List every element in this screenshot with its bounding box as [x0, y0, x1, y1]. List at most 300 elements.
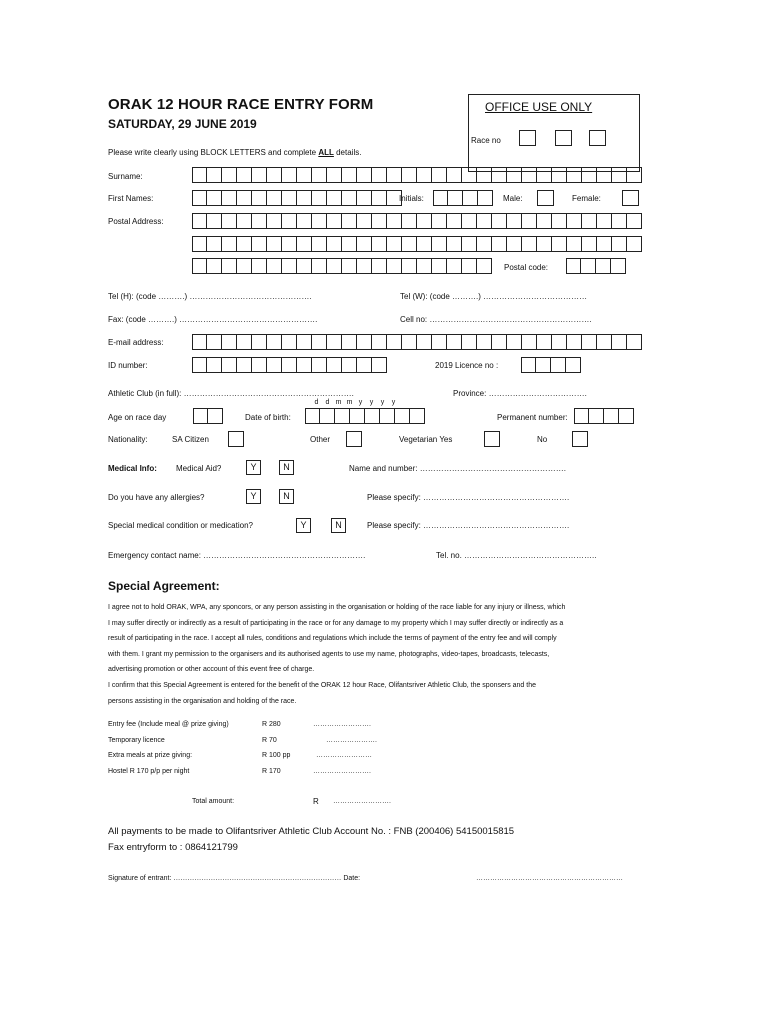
letter-box[interactable] [267, 357, 282, 373]
tel-home-field[interactable]: Tel (H): (code ……….) ………………………………………. [108, 292, 312, 301]
fax-field[interactable]: Fax: (code ……….) ……………………………………………. [108, 315, 318, 324]
letter-box[interactable] [282, 357, 297, 373]
race-no-label: Race no [471, 136, 501, 145]
letter-box[interactable] [582, 236, 597, 252]
letter-box[interactable] [222, 334, 237, 350]
letter-box[interactable] [537, 334, 552, 350]
letter-box[interactable] [342, 357, 357, 373]
letter-box[interactable] [417, 236, 432, 252]
emergency-contact-field[interactable]: Emergency contact name: ……………………………………………………. [108, 551, 366, 560]
letter-box[interactable] [402, 258, 417, 274]
letter-box[interactable] [357, 236, 372, 252]
letter-box[interactable] [447, 258, 462, 274]
postal-address-line-2[interactable] [192, 236, 642, 252]
letter-box[interactable] [619, 408, 634, 424]
fee-blank[interactable]: ……………………. [313, 721, 371, 728]
letter-box[interactable] [448, 190, 463, 206]
letter-box[interactable] [222, 213, 237, 229]
letter-box[interactable] [581, 258, 596, 274]
letter-box[interactable] [597, 167, 612, 183]
email-label: E-mail address: [108, 338, 164, 347]
letter-box[interactable] [380, 408, 395, 424]
letter-box[interactable] [492, 213, 507, 229]
vegetarian-no-checkbox[interactable] [572, 431, 588, 447]
letter-box[interactable] [237, 258, 252, 274]
dob-format-letter: m [335, 399, 342, 406]
letter-box[interactable] [477, 258, 492, 274]
allergies-specify-field[interactable]: Please specify: ………………………………………………. [367, 493, 570, 502]
medical-aid-yes-box[interactable]: Y [246, 460, 261, 475]
postal-code-field[interactable] [566, 258, 626, 274]
letter-box[interactable] [402, 213, 417, 229]
letter-box[interactable] [237, 236, 252, 252]
female-label: Female: [572, 194, 601, 203]
special-condition-no-box[interactable]: N [331, 518, 346, 533]
id-number-label: ID number: [108, 361, 148, 370]
dob-format-letter: y [391, 399, 396, 406]
letter-box[interactable] [237, 190, 252, 206]
letter-box[interactable] [552, 236, 567, 252]
letter-box[interactable] [208, 408, 223, 424]
athletic-club-field[interactable]: Athletic Club (in full): ………………………………………………………. [108, 389, 354, 398]
letter-box[interactable] [192, 213, 207, 229]
letter-box[interactable] [267, 213, 282, 229]
letter-box[interactable] [320, 408, 335, 424]
letter-box[interactable] [522, 334, 537, 350]
letter-box[interactable] [252, 357, 267, 373]
fee-row [108, 721, 428, 737]
surname-field[interactable] [192, 167, 642, 183]
permanent-number-label: Permanent number: [497, 413, 568, 422]
postal-address-line-3[interactable] [192, 258, 492, 274]
age-label: Age on race day [108, 413, 167, 422]
letter-box[interactable] [582, 213, 597, 229]
sa-citizen-label: SA Citizen [172, 435, 209, 444]
letter-box[interactable] [432, 167, 447, 183]
letter-box[interactable] [237, 357, 252, 373]
postal-code-label: Postal code: [504, 263, 549, 272]
letter-box[interactable] [462, 334, 477, 350]
letter-box[interactable] [477, 334, 492, 350]
letter-box[interactable] [222, 357, 237, 373]
letter-box[interactable] [417, 213, 432, 229]
letter-box[interactable] [267, 258, 282, 274]
letter-box[interactable] [627, 334, 642, 350]
letter-box[interactable] [357, 258, 372, 274]
emergency-tel-field[interactable]: Tel. no. ………………………………………….. [436, 551, 597, 560]
fee-label: Extra meals at prize giving: [108, 752, 193, 759]
dob-format-letter: y [369, 399, 374, 406]
letter-box[interactable] [402, 236, 417, 252]
total-amount-field[interactable]: ……………………. [333, 798, 391, 805]
special-agreement-text [108, 600, 565, 709]
letter-box[interactable] [387, 236, 402, 252]
letter-box[interactable] [627, 167, 642, 183]
letter-box[interactable] [521, 357, 536, 373]
letter-box[interactable] [537, 167, 552, 183]
letter-box[interactable] [597, 236, 612, 252]
letter-box[interactable] [252, 167, 267, 183]
letter-box[interactable] [312, 236, 327, 252]
permanent-number-field[interactable] [574, 408, 634, 424]
letter-box[interactable] [522, 167, 537, 183]
letter-box[interactable] [327, 258, 342, 274]
letter-box[interactable] [432, 334, 447, 350]
id-number-field[interactable] [192, 357, 387, 373]
letter-box[interactable] [207, 236, 222, 252]
letter-box[interactable] [305, 408, 320, 424]
letter-box[interactable] [417, 334, 432, 350]
letter-box[interactable] [612, 236, 627, 252]
letter-box[interactable] [342, 334, 357, 350]
letter-box[interactable] [282, 334, 297, 350]
letter-box[interactable] [567, 213, 582, 229]
fee-amount: R 280 [262, 721, 281, 728]
race-no-box-1[interactable] [519, 130, 536, 146]
letter-box[interactable] [252, 190, 267, 206]
letter-box[interactable] [297, 236, 312, 252]
fee-label: Temporary licence [108, 736, 165, 744]
letter-box[interactable] [462, 213, 477, 229]
email-field[interactable] [192, 334, 642, 350]
letter-box[interactable] [463, 190, 478, 206]
letter-box[interactable] [297, 167, 312, 183]
letter-box[interactable] [207, 167, 222, 183]
dob-format-letter: d [314, 399, 319, 406]
letter-box[interactable] [327, 167, 342, 183]
letter-box[interactable] [222, 167, 237, 183]
signature-date-field[interactable]: ……………………………………………………… [476, 875, 623, 882]
letter-box[interactable] [492, 167, 507, 183]
medical-aid-no-box[interactable]: N [279, 460, 294, 475]
licence-field[interactable] [521, 357, 581, 373]
letter-box[interactable] [387, 334, 402, 350]
letter-box[interactable] [596, 258, 611, 274]
letter-box[interactable] [342, 258, 357, 274]
letter-box[interactable] [357, 213, 372, 229]
letter-box[interactable] [252, 236, 267, 252]
letter-box[interactable] [372, 213, 387, 229]
fee-row [108, 768, 428, 784]
letter-box[interactable] [552, 213, 567, 229]
letter-box[interactable] [417, 167, 432, 183]
letter-box[interactable] [507, 334, 522, 350]
agreement-line: with them. I grant my permission to the organisers and its authorised agents to use my name, photographs, video-tapes, broadcasts, telecasts, [108, 650, 550, 658]
letter-box[interactable] [312, 167, 327, 183]
letter-box[interactable] [387, 167, 402, 183]
letter-box[interactable] [552, 334, 567, 350]
letter-box[interactable] [432, 213, 447, 229]
medical-aid-label: Medical Aid? [176, 464, 222, 473]
letter-box[interactable] [612, 167, 627, 183]
dob-format-letter: y [358, 399, 363, 406]
letter-box[interactable] [297, 213, 312, 229]
fee-row [108, 752, 428, 768]
fee-amount: R 170 [262, 767, 281, 775]
letter-box[interactable] [627, 213, 642, 229]
letter-box[interactable] [312, 190, 327, 206]
letter-box[interactable] [267, 167, 282, 183]
letter-box[interactable] [312, 213, 327, 229]
dob-format-letter: d [325, 399, 330, 406]
letter-box[interactable] [252, 213, 267, 229]
instructions-end: details. [333, 148, 362, 157]
allergies-no-box[interactable]: N [279, 489, 294, 504]
surname-label: Surname: [108, 172, 143, 181]
letter-box[interactable] [193, 408, 208, 424]
licence-label: 2019 Licence no : [435, 361, 499, 370]
letter-box[interactable] [410, 408, 425, 424]
letter-box[interactable] [357, 334, 372, 350]
letter-box[interactable] [462, 167, 477, 183]
race-date: SATURDAY, 29 JUNE 2019 [108, 117, 257, 131]
initials-field[interactable] [433, 190, 493, 206]
office-use-title: OFFICE USE ONLY [485, 100, 593, 114]
letter-box[interactable] [252, 258, 267, 274]
letter-box[interactable] [237, 167, 252, 183]
age-field[interactable] [193, 408, 223, 424]
total-currency: R [313, 797, 319, 806]
other-checkbox[interactable] [346, 431, 362, 447]
letter-box[interactable] [477, 213, 492, 229]
letter-box[interactable] [327, 213, 342, 229]
letter-box[interactable] [522, 213, 537, 229]
letter-box[interactable] [267, 236, 282, 252]
office-use-box [468, 94, 640, 172]
letter-box[interactable] [222, 236, 237, 252]
vegetarian-yes-checkbox[interactable] [484, 431, 500, 447]
letter-box[interactable] [395, 408, 410, 424]
letter-box[interactable] [612, 334, 627, 350]
letter-box[interactable] [597, 213, 612, 229]
letter-box[interactable] [492, 334, 507, 350]
fee-label: Entry fee (Include meal @ prize giving) [108, 721, 229, 728]
special-condition-yes-box[interactable]: Y [296, 518, 311, 533]
letter-box[interactable] [537, 236, 552, 252]
letter-box[interactable] [611, 258, 626, 274]
fees-table [108, 721, 428, 783]
dob-format-letter: y [380, 399, 385, 406]
letter-box[interactable] [604, 408, 619, 424]
letter-box[interactable] [447, 167, 462, 183]
letter-box[interactable] [282, 190, 297, 206]
fee-row [108, 737, 428, 753]
letter-box[interactable] [342, 213, 357, 229]
letter-box[interactable] [342, 167, 357, 183]
letter-box[interactable] [537, 213, 552, 229]
letter-box[interactable] [297, 190, 312, 206]
letter-box[interactable] [612, 213, 627, 229]
letter-box[interactable] [447, 236, 462, 252]
letter-box[interactable] [282, 213, 297, 229]
allergies-yes-box[interactable]: Y [246, 489, 261, 504]
letter-box[interactable] [207, 334, 222, 350]
letter-box[interactable] [350, 408, 365, 424]
letter-box[interactable] [237, 213, 252, 229]
letter-box[interactable] [589, 408, 604, 424]
letter-box[interactable] [327, 190, 342, 206]
letter-box[interactable] [372, 167, 387, 183]
letter-box[interactable] [342, 190, 357, 206]
form-title: ORAK 12 HOUR RACE ENTRY FORM [108, 96, 374, 113]
letter-box[interactable] [551, 357, 566, 373]
letter-box[interactable] [222, 190, 237, 206]
instructions [108, 148, 361, 157]
letter-box[interactable] [327, 334, 342, 350]
letter-box[interactable] [365, 408, 380, 424]
letter-box[interactable] [372, 334, 387, 350]
letter-box[interactable] [282, 236, 297, 252]
medical-aid-name-field[interactable]: Name and number: ………………………………………………. [349, 464, 566, 473]
race-no-box-3[interactable] [589, 130, 606, 146]
letter-box[interactable] [282, 258, 297, 274]
letter-box[interactable] [387, 213, 402, 229]
letter-box[interactable] [267, 334, 282, 350]
letter-box[interactable] [372, 190, 387, 206]
letter-box[interactable] [192, 190, 207, 206]
letter-box[interactable] [477, 236, 492, 252]
first-names-label: First Names: [108, 194, 154, 203]
vegetarian-yes-label: Vegetarian Yes [399, 435, 453, 444]
letter-box[interactable] [237, 334, 252, 350]
letter-box[interactable] [477, 167, 492, 183]
cell-field[interactable]: Cell no: ……………………………………………………. [400, 315, 592, 324]
letter-box[interactable] [207, 213, 222, 229]
special-condition-label: Special medical condition or medication? [108, 521, 253, 530]
letter-box[interactable] [567, 236, 582, 252]
letter-box[interactable] [582, 167, 597, 183]
letter-box[interactable] [357, 190, 372, 206]
male-checkbox[interactable] [537, 190, 554, 206]
letter-box[interactable] [417, 258, 432, 274]
special-agreement-heading: Special Agreement: [108, 579, 220, 593]
letter-box[interactable] [507, 167, 522, 183]
female-checkbox[interactable] [622, 190, 639, 206]
letter-box[interactable] [312, 334, 327, 350]
letter-box[interactable] [192, 167, 207, 183]
allergies-label: Do you have any allergies? [108, 493, 205, 502]
special-condition-specify-field[interactable]: Please specify: ………………………………………………. [367, 521, 570, 530]
letter-box[interactable] [536, 357, 551, 373]
letter-box[interactable] [297, 357, 312, 373]
letter-box[interactable] [297, 258, 312, 274]
letter-box[interactable] [192, 334, 207, 350]
letter-box[interactable] [192, 258, 207, 274]
letter-box[interactable] [372, 236, 387, 252]
letter-box[interactable] [327, 357, 342, 373]
letter-box[interactable] [566, 258, 581, 274]
sa-citizen-checkbox[interactable] [228, 431, 244, 447]
letter-box[interactable] [252, 334, 267, 350]
postal-address-line-1[interactable] [192, 213, 642, 229]
first-names-field[interactable] [192, 190, 402, 206]
province-field[interactable]: Province: ………………………………. [453, 389, 587, 398]
other-label: Other [310, 435, 331, 444]
male-label: Male: [503, 194, 523, 203]
agreement-line: result of participating in the race. I accept all rules, conditions and regulations which include the terms of payment of the entry fee and will comply [108, 635, 557, 643]
letter-box[interactable] [433, 190, 448, 206]
letter-box[interactable] [552, 167, 567, 183]
letter-box[interactable] [267, 190, 282, 206]
vegetarian-no-label: No [537, 435, 548, 444]
agreement-line: persons assisting in the organisation and holding of the race. [108, 697, 297, 705]
letter-box[interactable] [582, 334, 597, 350]
letter-box[interactable] [432, 258, 447, 274]
dob-format-letters [311, 399, 399, 406]
letter-box[interactable] [207, 258, 222, 274]
letter-box[interactable] [327, 236, 342, 252]
letter-box[interactable] [312, 357, 327, 373]
fax-info: Fax entryform to : 0864121799 [108, 842, 238, 853]
letter-box[interactable] [342, 236, 357, 252]
letter-box[interactable] [507, 213, 522, 229]
letter-box[interactable] [462, 258, 477, 274]
letter-box[interactable] [335, 408, 350, 424]
agreement-line: I may suffer directly or indirectly as a result of participating in the race or for any damage to my property which I may suffer directly or indirectly as a [108, 619, 564, 627]
letter-box[interactable] [566, 357, 581, 373]
fee-blank[interactable]: …………………. [326, 736, 377, 744]
fee-blank[interactable]: ……………………. [313, 767, 371, 775]
dob-format-letter: m [346, 399, 353, 406]
payment-info: All payments to be made to Olifantsriver Athletic Club Account No. : FNB (200406) 54150015815 [108, 826, 515, 837]
letter-box[interactable] [567, 334, 582, 350]
letter-box[interactable] [357, 167, 372, 183]
tel-work-field[interactable]: Tel (W): (code ……….) ………………………………… [400, 292, 588, 301]
letter-box[interactable] [507, 236, 522, 252]
letter-box[interactable] [522, 236, 537, 252]
letter-box[interactable] [387, 258, 402, 274]
letter-box[interactable] [297, 334, 312, 350]
agreement-line: I confirm that this Special Agreement is entered for the benefit of the ORAK 12 hour Race, Olifantsriver Athletic Club, the sponsers and the [108, 681, 537, 689]
fee-label: Hostel R 170 p/p per night [108, 767, 190, 775]
letter-box[interactable] [357, 357, 372, 373]
agreement-line: advertising promotion or other account of this event free of charge. [108, 666, 315, 674]
letter-box[interactable] [372, 357, 387, 373]
letter-box[interactable] [282, 167, 297, 183]
dob-field[interactable] [305, 408, 425, 424]
letter-box[interactable] [478, 190, 493, 206]
fee-amount: R 100 pp [262, 752, 291, 759]
letter-box[interactable] [432, 236, 447, 252]
nationality-label: Nationality: [108, 435, 148, 444]
letter-box[interactable] [574, 408, 589, 424]
letter-box[interactable] [192, 357, 207, 373]
letter-box[interactable] [597, 334, 612, 350]
letter-box[interactable] [447, 213, 462, 229]
signature-field[interactable]: Signature of entrant: ……………………………………………………………… Date: [108, 875, 361, 882]
letter-box[interactable] [402, 167, 417, 183]
letter-box[interactable] [402, 334, 417, 350]
total-amount-label: Total amount: [192, 798, 235, 805]
letter-box[interactable] [627, 236, 642, 252]
postal-address-label: Postal Address: [108, 217, 164, 226]
agreement-line: I agree not to hold ORAK, WPA, any sponcors, or any person assisting in the organisation or holding of the race liable for any injury or illness, which [108, 604, 566, 611]
letter-box[interactable] [207, 357, 222, 373]
letter-box[interactable] [462, 236, 477, 252]
letter-box[interactable] [207, 190, 222, 206]
letter-box[interactable] [222, 258, 237, 274]
letter-box[interactable] [492, 236, 507, 252]
fee-blank[interactable]: …………………… [316, 752, 372, 759]
instructions-all: ALL [318, 148, 334, 157]
letter-box[interactable] [312, 258, 327, 274]
letter-box[interactable] [447, 334, 462, 350]
letter-box[interactable] [372, 258, 387, 274]
initials-label: Initials: [399, 194, 424, 203]
race-no-box-2[interactable] [555, 130, 572, 146]
letter-box[interactable] [192, 236, 207, 252]
letter-box[interactable] [567, 167, 582, 183]
